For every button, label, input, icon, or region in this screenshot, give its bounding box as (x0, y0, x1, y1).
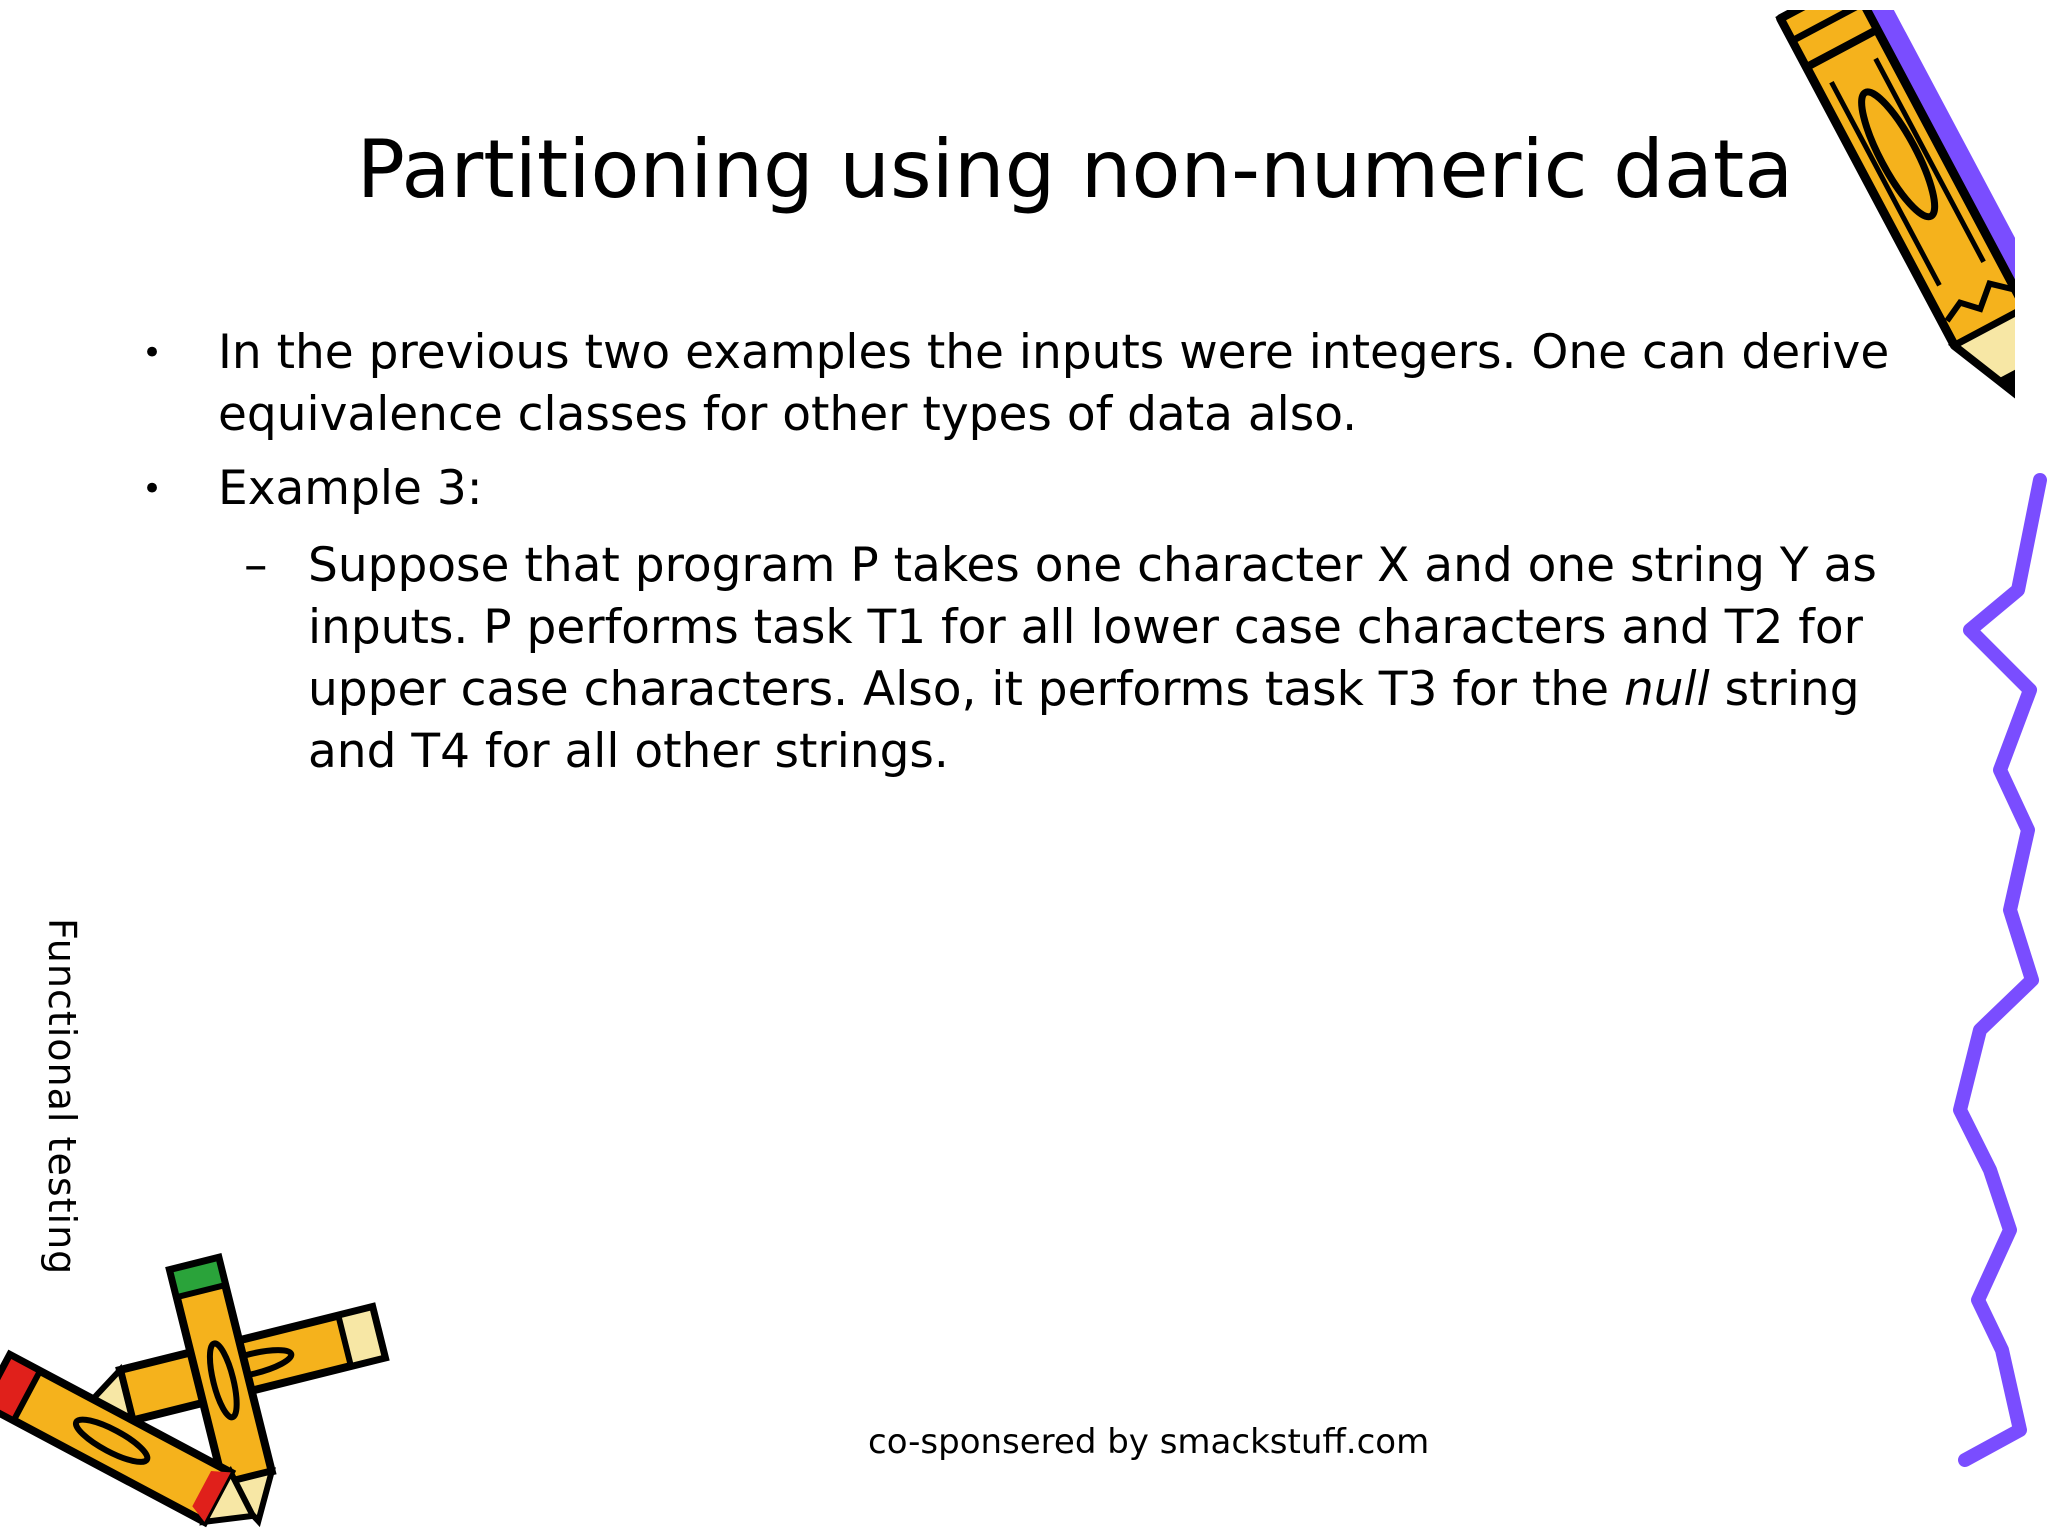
emphasis-null: null (1623, 662, 1710, 717)
bullet-line: In the previous two examples the inputs were integers. One can derive (218, 325, 1890, 380)
bullet-marker: • (142, 333, 163, 373)
sub-bullet-line: and T4 for all other strings. (308, 724, 949, 779)
bullet-line: Example 3: (218, 461, 483, 516)
bullet-text (218, 458, 2048, 520)
slide-title: Partitioning using non-numeric data (356, 123, 1794, 216)
sub-bullet-line: inputs. P performs task T1 for all lower case characters and T2 for (308, 600, 1863, 655)
footer-text: co-sponsered by smackstuff.com (868, 1422, 1430, 1462)
sub-bullet-fragment: upper case characters. Also, it performs task T3 for the (308, 662, 1624, 717)
sub-bullet-fragment: string (1709, 662, 1860, 717)
sub-bullet-marker: – (244, 538, 268, 593)
sub-bullet-text (308, 535, 2008, 783)
bullet-marker: • (142, 469, 163, 509)
side-label: Functional testing (40, 918, 84, 1276)
bullet-text (218, 322, 2048, 446)
sub-bullet-line (308, 659, 2008, 721)
sub-bullet-line: Suppose that program P takes one character X and one string Y as (308, 538, 1877, 593)
bullet-line: equivalence classes for other types of data also. (218, 387, 1358, 442)
